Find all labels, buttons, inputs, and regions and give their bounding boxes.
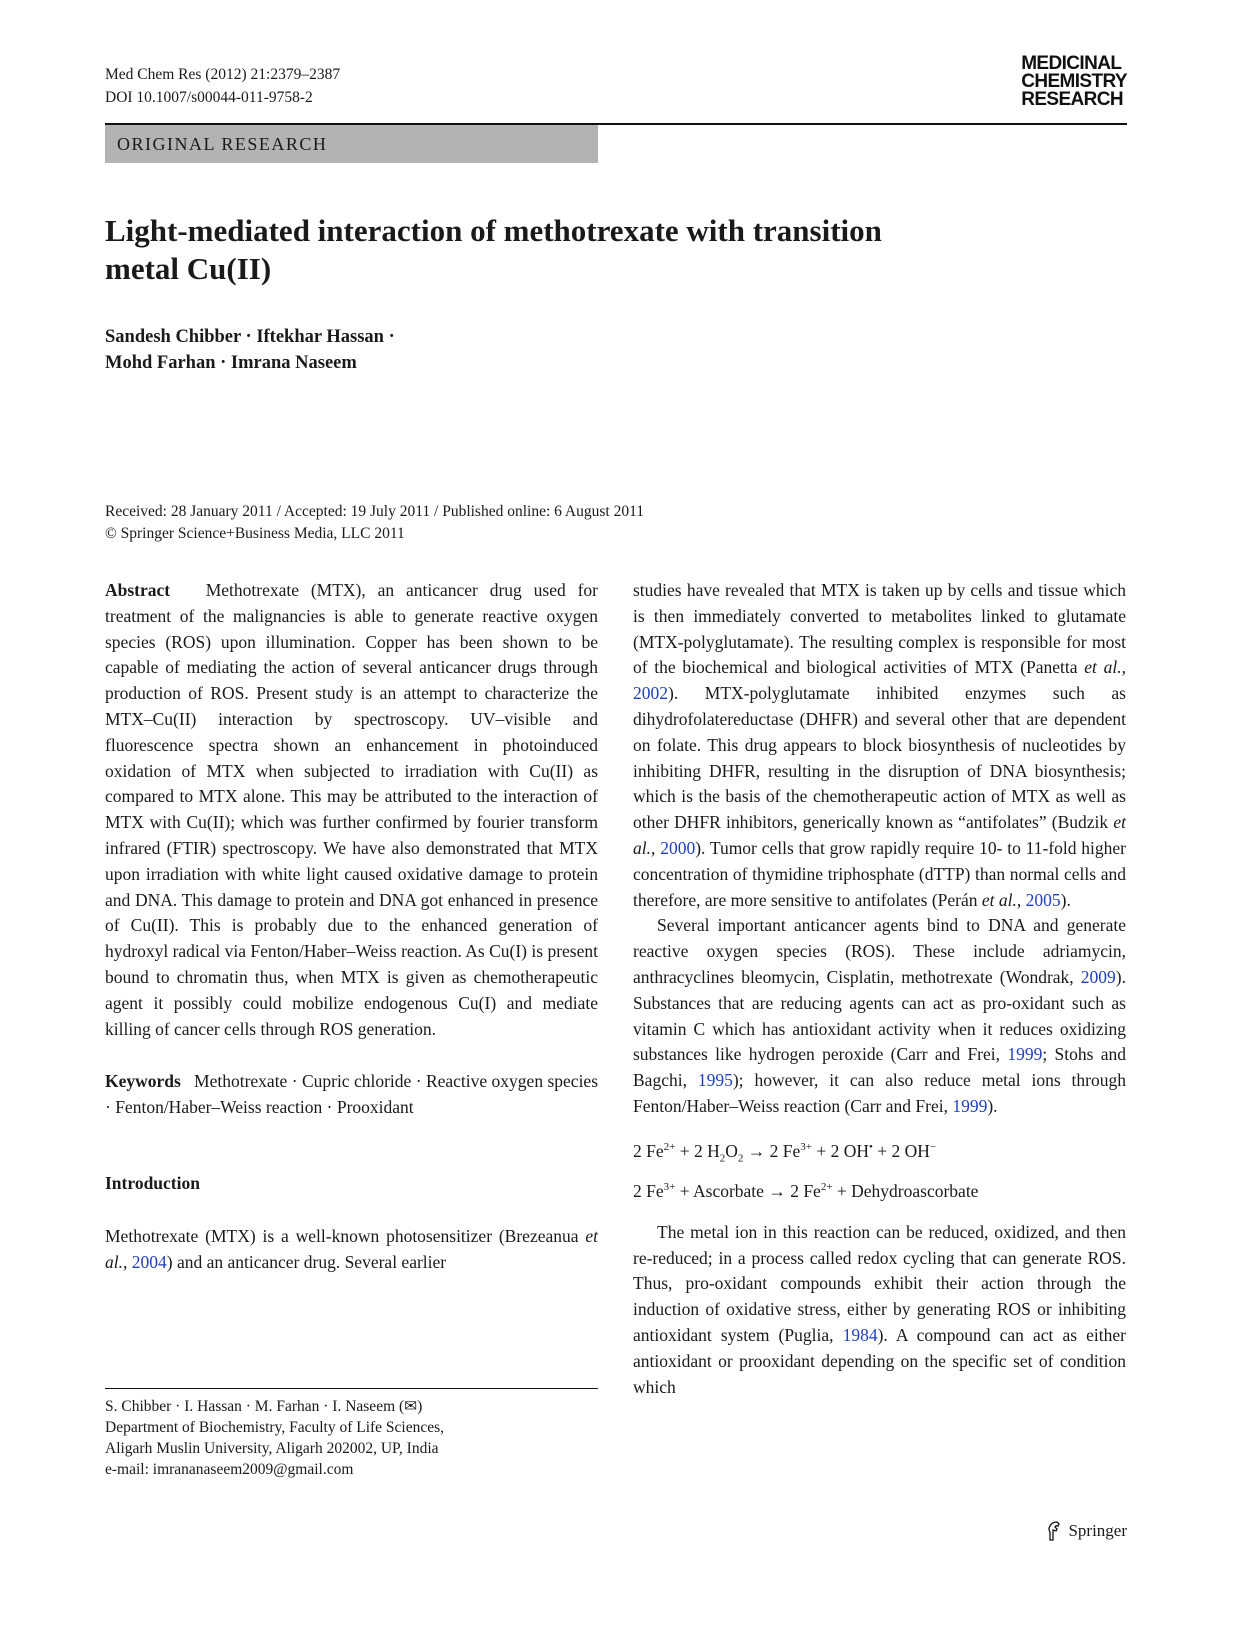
publication-dates [105, 501, 644, 545]
equation-1 [633, 1138, 1126, 1164]
journal-citation: Med Chem Res (2012) 21:2379–2387 [105, 66, 341, 83]
citation-link[interactable]: 2009 [1080, 966, 1116, 987]
keywords-label: Keywords [105, 1071, 181, 1092]
body-paragraph [633, 913, 1126, 1119]
copyright: © Springer Science+Business Media, LLC 2011 [105, 525, 405, 542]
authors-line: Mohd Farhan · Imrana Naseem [105, 353, 357, 373]
eq-text: + 2 OH [872, 1140, 930, 1161]
footnote-university: Aligarh Muslin University, Aligarh 202002, UP, India [105, 1440, 439, 1457]
citation-link[interactable]: 2004 [131, 1251, 167, 1272]
eq-sup: − [929, 1140, 937, 1153]
keywords [105, 1069, 598, 1121]
journal-reference [105, 63, 340, 109]
text-run: ) and an anticancer drug. Several earlier [166, 1251, 447, 1272]
text-run: et al. [981, 889, 1017, 910]
logo-line: CHEMISTRY [1021, 71, 1127, 92]
text-run: et al. [633, 812, 1126, 858]
eq-sup: 3+ [800, 1140, 812, 1153]
logo-line: RESEARCH [1021, 89, 1124, 110]
introduction-paragraph [105, 1224, 598, 1276]
footnote-department: Department of Biochemistry, Faculty of Life Sciences, [105, 1419, 445, 1436]
text-run: studies have revealed that MTX is taken up by cells and tissue which is then immediately converted to metabolites linked to glutamate (MTX-polyglutamate). The resulting complex is responsible for most of the biochemical and biological activities of MTX (Panetta [633, 580, 1126, 678]
section-label: ORIGINAL RESEARCH [105, 125, 598, 163]
citation-link[interactable]: 1995 [697, 1070, 733, 1091]
eq-sup: 2+ [663, 1140, 676, 1153]
left-column [105, 578, 598, 1275]
text-run: , [1016, 889, 1026, 910]
text-run: The metal ion in this reaction can be reduced, oxidized, and then re-reduced; in a process called redox cycling that can generate ROS. Thus, pro-oxidant compounds exhibit their action through the induction of oxidative stress, either by generating ROS or inhibiting antioxidant system (Puglia, [633, 1221, 1126, 1345]
springer-horse-icon [1044, 1520, 1064, 1542]
doi: DOI 10.1007/s00044-011-9758-2 [105, 89, 313, 106]
text-run: ). [987, 1095, 998, 1116]
citation-link[interactable]: 2005 [1025, 889, 1061, 910]
citation-link[interactable]: 2002 [633, 683, 668, 704]
text-run: ). Tumor cells that grow rapidly require 10- to 11-fold higher concentration of thymidine triphosphate (dTTP) than normal cells and therefore, are more sensitive to antifolates (Perán [633, 837, 1127, 910]
journal-logo [1021, 55, 1127, 109]
article-title [105, 212, 1005, 288]
logo-line: MEDICINAL [1021, 53, 1122, 74]
eq-text: + 2 OH [811, 1140, 869, 1161]
publisher-mark [1044, 1520, 1127, 1542]
authors-line: Sandesh Chibber · Iftekhar Hassan · [105, 327, 395, 347]
text-run: , [123, 1251, 132, 1272]
eq-text: + Dehydroascorbate [832, 1180, 979, 1201]
footnote-email[interactable]: e-mail: imrananaseem2009@gmail.com [105, 1461, 354, 1478]
eq-sup: • [869, 1140, 873, 1153]
citation-link[interactable]: 1999 [1007, 1044, 1043, 1065]
introduction-heading: Introduction [105, 1172, 200, 1193]
text-run: ). [1060, 889, 1071, 910]
text-run: ). Substances that are reducing agents can act as pro-oxidant such as vitamin C which has antioxidant activity when it reduces oxidizing substances like hydrogen peroxide (Carr and Frei, [633, 966, 1126, 1065]
footnote-authors: S. Chibber · I. Hassan · M. Farhan · I. Naseem (✉) [105, 1398, 423, 1415]
eq-sup: 2+ [820, 1180, 833, 1193]
history-dates: Received: 28 January 2011 / Accepted: 19 July 2011 / Published online: 6 August 2011 [105, 503, 644, 520]
eq-sup: 3+ [663, 1180, 676, 1193]
citation-link[interactable]: 2000 [660, 837, 696, 858]
title-line: Light-mediated interaction of methotrexate with transition [105, 213, 882, 248]
text-run: , [651, 837, 661, 858]
text-run: et al. [105, 1225, 598, 1272]
text-run: ); however, it can also reduce metal ions through Fenton/Haber–Weiss reaction (Carr and Frei, [633, 1070, 1126, 1116]
text-run: ). MTX-polyglutamate inhibited enzymes such as dihydrofolatereductase (DHFR) and several other that are dependent on folate. This drug appears to block biosynthesis of nucleotides by inhibiting DHFR, resulting in the disruption of DNA biosynthesis; which is the basis of the chemotherapeutic action of MTX as well as other DHFR inhibitors, generically known as “antifolates” (Budzik [633, 683, 1126, 833]
eq-text: + 2 H [675, 1140, 720, 1161]
abstract [105, 578, 598, 1042]
abstract-label: Abstract [105, 580, 171, 600]
eq-sub: 2 [737, 1152, 744, 1165]
title-line: metal Cu(II) [105, 251, 272, 286]
author-list [105, 324, 395, 376]
eq-text: + Ascorbate → 2 Fe [675, 1180, 821, 1201]
right-column [633, 578, 1126, 1400]
citation-link[interactable]: 1984 [842, 1324, 878, 1345]
eq-text: 2 Fe [633, 1180, 664, 1201]
publisher-name: Springer [1068, 1521, 1127, 1540]
text-run: , [1121, 657, 1127, 678]
text-run: Methotrexate (MTX) is a well-known photosensitizer (Brezeanua [105, 1225, 586, 1246]
footnote-divider [105, 1388, 598, 1389]
eq-sub: 2 [719, 1152, 726, 1165]
eq-text: 2 Fe [633, 1140, 664, 1161]
body-paragraph [633, 578, 1126, 913]
citation-link[interactable]: 1999 [952, 1095, 988, 1116]
abstract-text: Methotrexate (MTX), an anticancer drug used for treatment of the malignancies is able to generate reactive oxygen species (ROS) upon illumination. Copper has been shown to be capable of mediating the action of several anticancer drugs through production of ROS. Present study is an attempt to characterize the MTX–Cu(II) interaction by spectroscopy. UV–visible and fluorescence spectra shown an enhancement in photoinduced oxidation of MTX when subjected to irradiation with Cu(II) as compared to MTX alone. This may be attributed to the interaction of MTX with Cu(II); which was further confirmed by fourier transform infrared (FTIR) spectroscopy. We have also demonstrated that MTX upon irradiation with white light caused oxidative damage to protein and DNA. This damage to protein and DNA got enhanced in presence of Cu(II). This is probably due to the enhanced generation of hydroxyl radical via Fenton/Haber–Weiss reaction. As Cu(I) is present bound to chromatin thus, when MTX is given as chemotherapeutic agent it possibly could mobilize endogenous Cu(I) and mediate killing of cancer cells through ROS generation. [105, 580, 598, 1039]
body-paragraph [633, 1220, 1126, 1401]
eq-text: → 2 Fe [743, 1140, 801, 1161]
eq-text: O [725, 1140, 738, 1161]
affiliation-footnote [105, 1396, 598, 1480]
text-run: ). A compound can act as either antioxidant or prooxidant depending on the specific set of condition which [633, 1324, 1126, 1397]
text-run: Several important anticancer agents bind to DNA and generate reactive oxygen species (ROS). These include adriamycin, anthracyclines bleomycin, Cisplatin, methotrexate (Wondrak, [633, 915, 1126, 987]
text-run: et al. [1084, 657, 1122, 678]
equation-2 [633, 1178, 1126, 1204]
text-run: ; Stohs and Bagchi, [633, 1044, 1126, 1091]
keywords-text: Methotrexate · Cupric chloride · Reactive oxygen species · Fenton/Haber–Weiss reaction · Prooxidant [105, 1071, 599, 1118]
